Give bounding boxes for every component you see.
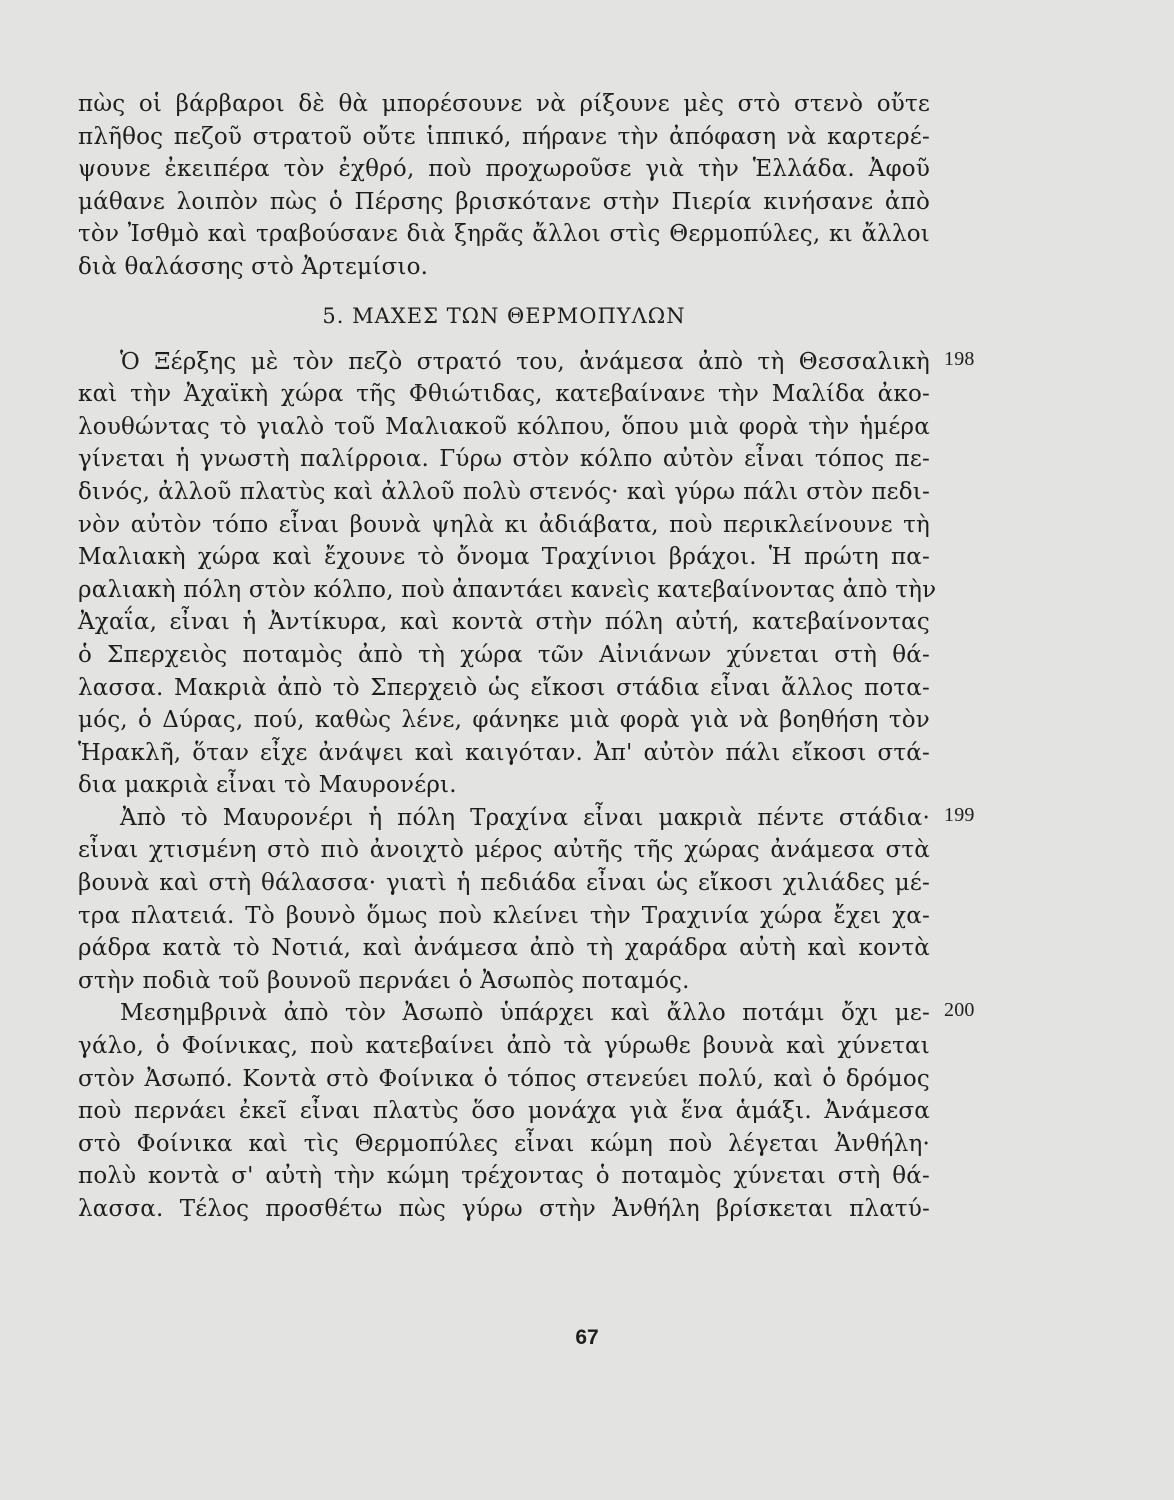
section-heading: 5. ΜΑΧΕΣ ΤΩΝ ΘΕΡΜΟΠΥΛΩΝ	[322, 303, 686, 328]
text-line: διὰ θαλάσσης στὸ Ἀρτεμίσιο.	[78, 253, 429, 280]
text-line: βουνὰ καὶ στὴ θάλασσα· γιατὶ ἡ πεδιάδα εἶναι ὡς εἴκοσι χιλιάδες μέ-	[78, 870, 930, 897]
text-line: Ἡρακλῆ, ὅταν εἶχε ἀνάψει καὶ καιγόταν. Ἀπ' αὐτὸν πάλι εἴκοσι στά-	[78, 739, 930, 766]
text-line: ψουνε ἐκειπέρα τὸν ἐχθρό, ποὺ προχωροῦσε γιὰ τὴν Ἑλλάδα. Ἀφοῦ	[78, 156, 930, 183]
text-line: δια μακριὰ εἶναι τὸ Μαυρονέρι.	[78, 772, 457, 799]
text-line: Ἀπὸ τὸ Μαυρονέρι ἡ πόλη Τραχίνα εἶναι μακριὰ πέντε στάδια·	[120, 804, 930, 831]
margin-number: 199	[944, 803, 975, 826]
page-body	[78, 88, 975, 1226]
text-line: ὁ Σπερχειὸς ποταμὸς ἀπὸ τὴ χώρα τῶν Αἰνιάνων χύνεται στὴ θά-	[78, 641, 930, 668]
page-number: 67	[575, 1326, 599, 1349]
heading-area	[78, 284, 930, 346]
text-line: γάλο, ὁ Φοίνικας, ποὺ κατεβαίνει ἀπὸ τὰ γύρωθε βουνὰ καὶ χύνεται	[78, 1033, 930, 1060]
paragraph-200	[78, 997, 975, 1225]
margin-number: 198	[944, 347, 975, 370]
text-line: στὴν ποδιὰ τοῦ βουνοῦ περνάει ὁ Ἀσωπὸς ποταμός.	[78, 967, 690, 994]
margin-number: 200	[944, 999, 975, 1022]
text-line: τὸν Ἰσθμὸ καὶ τραβούσανε διὰ ξηρᾶς ἄλλοι στὶς Θερμοπύλες, κι ἄλλοι	[78, 221, 930, 248]
text-line: Ὁ Ξέρξης μὲ τὸν πεζὸ στρατό του, ἀνάμεσα ἀπὸ τὴ Θεσσαλικὴ	[120, 348, 930, 375]
text-line: στὸ Φοίνικα καὶ τὶς Θερμοπύλες εἶναι κώμη ποὺ λέγεται Ἀνθήλη·	[78, 1130, 930, 1157]
text-line: Ἀχαΐα, εἶναι ἡ Ἀντίκυρα, καὶ κοντὰ στὴν πόλη αὐτή, κατεβαίνοντας	[78, 609, 930, 636]
text-line: Μεσημβρινὰ ἀπὸ τὸν Ἀσωπὸ ὑπάρχει καὶ ἄλλο ποτάμι ὄχι με-	[120, 1000, 930, 1027]
text-line: καὶ τὴν Ἀχαϊκὴ χώρα τῆς Φθιώτιδας, κατεβαίνανε τὴν Μαλίδα ἀκο-	[78, 381, 930, 408]
text-line: λασσα. Μακριὰ ἀπὸ τὸ Σπερχειὸ ὡς εἴκοσι στάδια εἶναι ἄλλος ποτα-	[78, 674, 930, 701]
text-line: εἶναι χτισμένη στὸ πιὸ ἀνοιχτὸ μέρος αὐτῆς τῆς χώρας ἀνάμεσα στὰ	[78, 837, 930, 864]
text-line: ραλιακὴ πόλη στὸν κόλπο, ποὺ ἀπαντάει κανεὶς κατεβαίνοντας ἀπὸ τὴν	[78, 576, 937, 603]
text-line: γίνεται ἡ γνωστὴ παλίρροια. Γύρω στὸν κόλπο αὐτὸν εἶναι τόπος πε-	[78, 446, 930, 473]
paragraph-198	[78, 346, 975, 802]
text-line: λασσα. Τέλος προσθέτω πὼς γύρω στὴν Ἀνθήλη βρίσκεται πλατύ-	[78, 1196, 930, 1222]
paragraph-intro	[78, 88, 930, 284]
text-line: νὸν αὐτὸν τόπο εἶναι βουνὰ ψηλὰ κι ἀδιάβατα, ποὺ περικλείνουνε τὴ	[78, 511, 930, 538]
text-line: ποὺ περνάει ἐκεῖ εἶναι πλατὺς ὅσο μονάχα γιὰ ἕνα ἁμάξι. Ἀνάμεσα	[78, 1098, 930, 1125]
text-line: ράδρα κατὰ τὸ Νοτιά, καὶ ἀνάμεσα ἀπὸ τὴ χαράδρα αὐτὴ καὶ κοντὰ	[78, 935, 930, 962]
text-line: πὼς οἱ βάρβαροι δὲ θὰ μπορέσουνε νὰ ρίξουνε μὲς στὸ στενὸ οὔτε	[78, 91, 930, 117]
text-line: πολὺ κοντὰ σ' αὐτὴ τὴν κώμη τρέχοντας ὁ ποταμὸς χύνεται στὴ θά-	[78, 1163, 930, 1190]
text-line: τρα πλατειά. Τὸ βουνὸ ὅμως ποὺ κλείνει τὴν Τραχινία χώρα ἔχει χα-	[78, 902, 930, 929]
text-line: λουθώντας τὸ γιαλὸ τοῦ Μαλιακοῦ κόλπου, ὅπου μιὰ φορὰ τὴν ἡμέρα	[78, 413, 930, 440]
text-line: μάθανε λοιπὸν πὼς ὁ Πέρσης βρισκότανε στὴν Πιερία κινήσανε ἀπὸ	[78, 188, 930, 215]
text-line: Μαλιακὴ χώρα καὶ ἔχουνε τὸ ὄνομα Τραχίνιοι βράχοι. Ἡ πρώτη πα-	[78, 544, 930, 571]
text-line: δινός, ἀλλοῦ πλατὺς καὶ ἀλλοῦ πολὺ στενός· καὶ γύρω πάλι στὸν πεδι-	[78, 478, 930, 505]
text-line: στὸν Ἀσωπό. Κοντὰ στὸ Φοίνικα ὁ τόπος στενεύει πολύ, καὶ ὁ δρόμος	[78, 1065, 930, 1092]
text-line: πλῆθος πεζοῦ στρατοῦ οὔτε ἱππικό, πήρανε τὴν ἀπόφαση νὰ καρτερέ-	[78, 123, 930, 150]
paragraph-199	[78, 802, 975, 998]
text-line: μός, ὁ Δύρας, πού, καθὼς λένε, φάνηκε μιὰ φορὰ γιὰ νὰ βοηθήση τὸν	[78, 707, 930, 734]
